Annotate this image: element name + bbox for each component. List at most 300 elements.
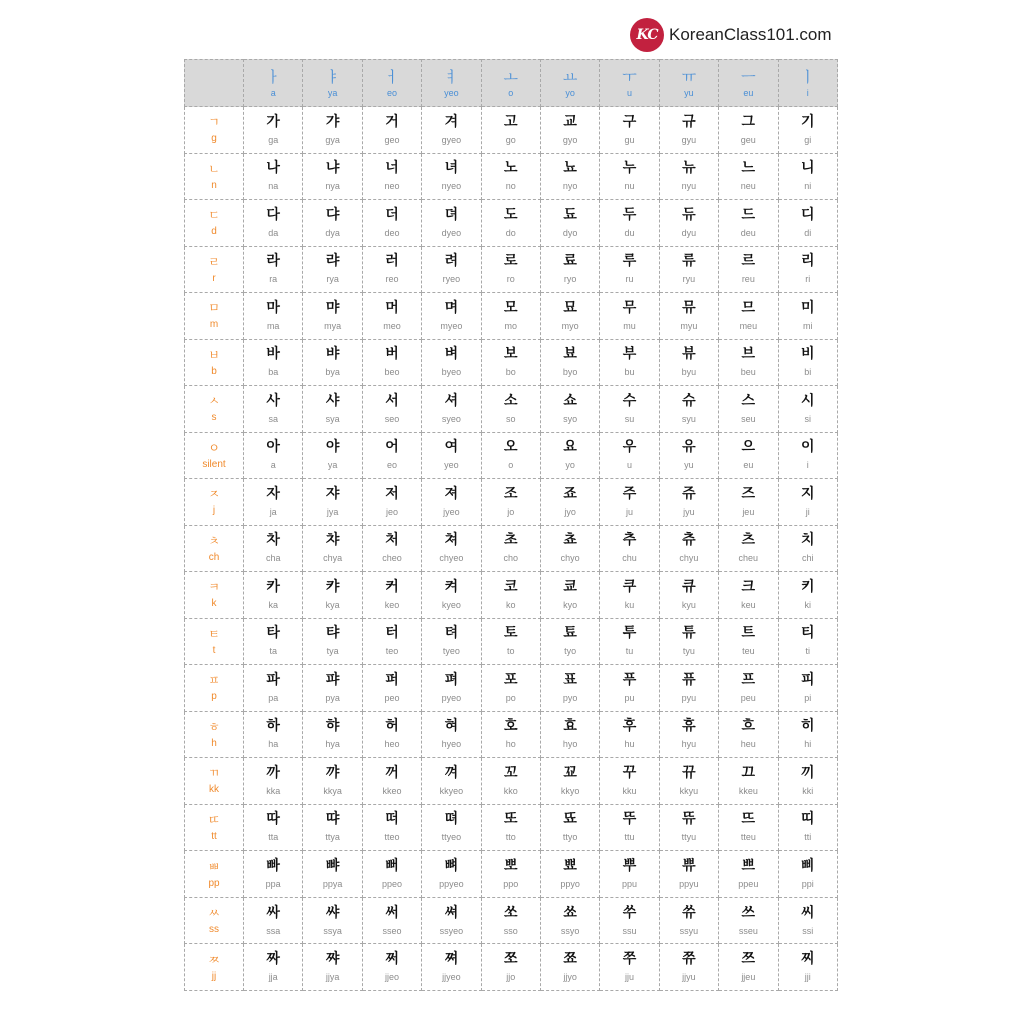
consonant-header-cell [184, 758, 244, 805]
syllable: 자 [266, 485, 280, 502]
syllable-cell [303, 944, 362, 991]
syllable-cell [303, 619, 362, 666]
syllable-cell [541, 107, 600, 154]
syllable-cell [244, 340, 303, 387]
syllable-cell [660, 340, 719, 387]
syllable-cell [779, 758, 838, 805]
syllable: 먀 [325, 299, 340, 316]
syllable-cell [482, 944, 541, 991]
syllable-romanization: jjo [506, 972, 516, 983]
syllable-cell [600, 805, 659, 852]
syllable-cell [422, 340, 481, 387]
syllable: 꾜 [563, 764, 577, 781]
syllable-cell [719, 293, 778, 340]
syllable-romanization: ttyo [562, 832, 578, 843]
syllable-cell [482, 247, 541, 294]
syllable-romanization: deo [384, 227, 400, 238]
syllable: 혀 [444, 718, 459, 735]
consonant-glyph: ㅃ [208, 859, 220, 874]
syllable-romanization: reu [741, 274, 755, 285]
syllable-romanization: chya [323, 553, 343, 564]
header-corner-cell [184, 59, 244, 107]
syllable: 뼈 [444, 858, 459, 874]
syllable-cell [482, 386, 541, 433]
syllable-romanization: kyu [681, 599, 696, 610]
consonant-romanization: d [211, 226, 217, 238]
syllable: 뾰 [563, 858, 577, 874]
syllable: 차 [266, 532, 280, 549]
syllable-cell [719, 247, 778, 294]
syllable-romanization: syeo [441, 413, 461, 424]
syllable: 아 [266, 439, 280, 456]
syllable: 끄 [741, 764, 756, 781]
consonant-glyph: ㄴ [208, 161, 220, 176]
syllable-romanization: hyeo [441, 739, 462, 750]
syllable: 가 [266, 113, 280, 130]
syllable-romanization: jyu [683, 506, 695, 517]
vowel-romanization: yo [565, 87, 575, 98]
syllable: 저 [385, 485, 399, 502]
syllable-cell [719, 665, 778, 712]
vowel-glyph: ㅕ [444, 67, 459, 86]
vowel-romanization: u [627, 87, 633, 98]
syllable-romanization: ku [624, 599, 635, 610]
syllable: 미 [800, 299, 815, 316]
syllable: 사 [266, 392, 280, 409]
syllable-romanization: sya [325, 413, 340, 424]
syllable-romanization: jyeo [443, 506, 460, 517]
syllable-romanization: ttya [325, 832, 340, 843]
syllable-romanization: ssyo [560, 925, 580, 936]
syllable: 프 [741, 671, 756, 688]
syllable-romanization: tyu [682, 646, 695, 657]
syllable-romanization: ni [804, 181, 812, 192]
syllable-romanization: ppyo [560, 879, 580, 889]
syllable: 파 [266, 671, 280, 688]
syllable-romanization: ssu [622, 925, 637, 936]
syllable-cell [363, 386, 422, 433]
syllable-cell [244, 572, 303, 619]
syllable-romanization: nyeo [441, 181, 462, 192]
syllable: 즈 [741, 485, 756, 502]
syllable-romanization: jo [507, 506, 515, 517]
syllable: 쪄 [444, 951, 459, 968]
syllable-romanization: ri [805, 274, 811, 285]
syllable: 뀨 [682, 764, 696, 781]
syllable-romanization: ppyu [679, 879, 699, 889]
syllable-romanization: jeu [742, 506, 755, 517]
syllable-cell [363, 479, 422, 526]
syllable-romanization: dyeo [441, 227, 462, 238]
syllable-cell [363, 293, 422, 340]
syllable-cell [660, 805, 719, 852]
syllable-cell [779, 572, 838, 619]
consonant-romanization: n [211, 179, 217, 191]
syllable: 소 [503, 392, 518, 409]
syllable: 토 [503, 625, 518, 642]
syllable-cell [303, 665, 362, 712]
syllable-romanization: jjeo [384, 972, 399, 983]
consonant-glyph: ㅊ [208, 533, 220, 548]
syllable: 다 [266, 206, 280, 223]
syllable: 겨 [444, 113, 459, 130]
syllable-romanization: gi [804, 134, 812, 145]
syllable-romanization: ko [506, 599, 516, 610]
syllable: 져 [444, 485, 459, 502]
syllable: 슈 [682, 392, 696, 409]
syllable-cell [660, 479, 719, 526]
syllable-cell [541, 619, 600, 666]
syllable-romanization: pi [804, 692, 812, 703]
consonant-romanization: m [209, 319, 219, 331]
syllable-cell [482, 340, 541, 387]
vowel-glyph: ㅠ [681, 67, 697, 86]
syllable-cell [303, 805, 362, 852]
syllable-romanization: chyeo [439, 553, 464, 564]
syllable: 으 [741, 439, 756, 456]
syllable-cell [422, 526, 481, 573]
syllable: 드 [741, 206, 756, 223]
syllable-romanization: na [268, 181, 279, 192]
syllable-romanization: ryo [563, 274, 577, 285]
syllable-cell [363, 200, 422, 247]
syllable: 구 [622, 113, 637, 130]
syllable-cell [541, 479, 600, 526]
syllable: 또 [503, 811, 518, 828]
syllable: 쓔 [682, 904, 696, 921]
syllable-cell [422, 386, 481, 433]
logo-badge-icon: KC [630, 18, 664, 52]
syllable-romanization: sseu [738, 925, 758, 936]
syllable-cell [422, 247, 481, 294]
syllable-cell [303, 479, 362, 526]
syllable-cell [482, 479, 541, 526]
syllable: 삐 [800, 858, 815, 874]
syllable-cell [482, 107, 541, 154]
syllable-cell [779, 433, 838, 480]
syllable-romanization: syo [563, 413, 578, 424]
syllable-romanization: bi [804, 367, 812, 378]
syllable: 쁘 [741, 858, 756, 874]
syllable-romanization: kkya [323, 785, 342, 796]
syllable: 벼 [444, 346, 459, 363]
syllable-cell [600, 247, 659, 294]
syllable: 뇨 [563, 160, 577, 177]
syllable-romanization: nyo [562, 181, 578, 192]
syllable-cell [303, 247, 362, 294]
syllable-romanization: ppeu [738, 879, 759, 889]
syllable-cell [719, 154, 778, 201]
syllable: 띠 [800, 811, 815, 828]
syllable-cell [660, 665, 719, 712]
syllable: 누 [622, 160, 637, 177]
syllable: 투 [622, 625, 637, 642]
syllable-cell [482, 712, 541, 759]
syllable-romanization: tteo [384, 832, 400, 843]
syllable: 뜨 [741, 811, 756, 828]
syllable-cell [541, 665, 600, 712]
syllable-cell [244, 944, 303, 991]
syllable-romanization: pya [325, 692, 340, 703]
vowel-romanization: yeo [444, 87, 459, 98]
consonant-romanization: tt [211, 830, 217, 842]
syllable: 뻐 [385, 858, 399, 874]
syllable-romanization: ji [805, 506, 810, 517]
syllable-romanization: ssa [266, 925, 281, 936]
syllable-romanization: teo [385, 646, 399, 657]
syllable-romanization: ka [268, 599, 278, 610]
syllable-cell [719, 619, 778, 666]
syllable-romanization: o [508, 460, 514, 471]
vowel-glyph: ㅏ [265, 67, 281, 86]
syllable-romanization: kya [325, 599, 340, 610]
consonant-glyph: ㅍ [208, 673, 220, 688]
consonant-romanization: r [212, 272, 216, 284]
syllable: 도 [503, 206, 518, 223]
syllable: 히 [800, 718, 815, 735]
syllable-romanization: rya [326, 274, 339, 285]
syllable: 죠 [563, 485, 577, 502]
syllable-cell [600, 851, 659, 898]
syllable: 처 [385, 532, 399, 549]
syllable-cell [422, 851, 481, 898]
syllable-romanization: nya [325, 181, 340, 192]
syllable-romanization: heo [384, 739, 400, 750]
vowel-header-cell [600, 59, 659, 107]
consonant-glyph: ㄸ [208, 812, 220, 827]
syllable: 챠 [325, 532, 340, 549]
syllable-romanization: dya [325, 227, 340, 238]
syllable: 뗘 [444, 811, 459, 828]
syllable-cell [600, 619, 659, 666]
syllable: 뉴 [682, 160, 696, 177]
syllable-romanization: eu [743, 460, 754, 471]
syllable-cell [482, 293, 541, 340]
site-logo [630, 17, 832, 53]
syllable-romanization: eo [386, 460, 397, 471]
syllable-romanization: ssya [323, 925, 342, 936]
syllable: 쎠 [444, 904, 459, 921]
syllable-romanization: teu [742, 646, 755, 657]
syllable-cell [541, 154, 600, 201]
syllable-romanization: ppu [622, 879, 638, 889]
syllable-romanization: byeo [441, 367, 462, 378]
syllable: 쵸 [563, 532, 577, 549]
syllable: 나 [266, 160, 280, 177]
syllable-romanization: tyeo [442, 646, 460, 657]
syllable: 쬬 [563, 951, 577, 968]
syllable-cell [719, 944, 778, 991]
syllable-cell [660, 572, 719, 619]
vowel-header-cell [422, 59, 481, 107]
syllable-romanization: pu [624, 692, 635, 703]
syllable-romanization: myu [680, 320, 698, 331]
syllable-romanization: ppi [801, 879, 814, 889]
consonant-romanization: p [211, 691, 217, 703]
syllable-romanization: ssi [802, 925, 814, 936]
syllable-cell [363, 107, 422, 154]
syllable-romanization: seu [741, 413, 756, 424]
syllable-cell [541, 200, 600, 247]
syllable-cell [660, 944, 719, 991]
syllable-romanization: ru [625, 274, 634, 285]
consonant-glyph: ㅇ [208, 440, 220, 455]
syllable-cell [303, 200, 362, 247]
syllable-cell [244, 712, 303, 759]
syllable: 브 [741, 346, 756, 363]
syllable: 하 [266, 718, 280, 735]
syllable-cell [600, 479, 659, 526]
syllable-cell [660, 526, 719, 573]
vowel-glyph: ㅛ [562, 67, 578, 86]
syllable-romanization: cho [503, 553, 519, 564]
syllable-cell [779, 340, 838, 387]
syllable: 커 [385, 578, 399, 595]
syllable-cell [422, 944, 481, 991]
consonant-header-cell [184, 805, 244, 852]
consonant-header-cell [184, 619, 244, 666]
syllable-cell [600, 107, 659, 154]
syllable-cell [541, 712, 600, 759]
consonant-glyph: ㄹ [208, 254, 220, 269]
syllable: 이 [800, 439, 815, 456]
vowel-header-cell [363, 59, 422, 107]
syllable: 땨 [325, 811, 340, 828]
syllable-cell [363, 944, 422, 991]
syllable-romanization: hyu [681, 739, 697, 750]
syllable: 햐 [325, 718, 340, 735]
syllable-cell [779, 293, 838, 340]
syllable-romanization: u [627, 460, 633, 471]
vowel-header-cell [244, 59, 303, 107]
syllable: 싸 [266, 904, 280, 921]
syllable-cell [303, 433, 362, 480]
syllable: 까 [266, 764, 280, 781]
syllable-romanization: hu [624, 739, 635, 750]
hangul-chart [184, 59, 838, 991]
syllable-romanization: gyu [681, 134, 697, 145]
syllable-romanization: heu [740, 739, 756, 750]
syllable-cell [363, 340, 422, 387]
syllable-romanization: beu [740, 367, 756, 378]
syllable-romanization: gyeo [441, 134, 462, 145]
syllable-romanization: ppyeo [439, 879, 464, 889]
consonant-header-cell [184, 154, 244, 201]
syllable-romanization: bu [624, 367, 635, 378]
consonant-glyph: ㅉ [208, 952, 220, 967]
syllable-cell [422, 479, 481, 526]
consonant-header-cell [184, 386, 244, 433]
syllable-romanization: kyeo [441, 599, 461, 610]
syllable: 써 [385, 904, 399, 921]
vowel-glyph: ㅣ [800, 67, 815, 86]
consonant-glyph: ㅆ [208, 906, 220, 921]
syllable: 츠 [741, 532, 756, 549]
syllable: 스 [741, 392, 756, 409]
syllable-romanization: jyo [564, 506, 576, 517]
syllable-cell [422, 433, 481, 480]
syllable: 쑈 [563, 904, 577, 921]
syllable: 냐 [325, 160, 340, 177]
syllable-cell [422, 898, 481, 945]
syllable-cell [482, 572, 541, 619]
syllable-cell [244, 805, 303, 852]
syllable: 펴 [444, 671, 459, 688]
syllable-cell [303, 712, 362, 759]
vowel-header-cell [719, 59, 778, 107]
syllable-romanization: kki [802, 785, 814, 796]
syllable-cell [719, 200, 778, 247]
syllable: 여 [444, 439, 459, 456]
syllable-romanization: pyu [681, 692, 697, 703]
syllable-cell [482, 898, 541, 945]
syllable-cell [660, 619, 719, 666]
consonant-header-cell [184, 944, 244, 991]
syllable-romanization: ki [804, 599, 811, 610]
syllable: 샤 [325, 392, 340, 409]
consonant-romanization: ss [209, 924, 219, 936]
syllable: 씨 [800, 904, 815, 921]
syllable-romanization: ssyu [679, 925, 699, 936]
syllable: 뵤 [563, 346, 577, 363]
syllable-cell [719, 572, 778, 619]
syllable: 뜌 [682, 811, 696, 828]
syllable: 오 [503, 439, 518, 456]
syllable-romanization: tya [326, 646, 339, 657]
syllable-cell [363, 805, 422, 852]
syllable-romanization: jeo [385, 506, 398, 517]
syllable-cell [244, 851, 303, 898]
syllable-cell [541, 247, 600, 294]
vowel-glyph: ㅡ [741, 67, 756, 86]
syllable-cell [660, 898, 719, 945]
syllable-romanization: ppa [265, 879, 281, 889]
consonant-glyph: ㄷ [208, 208, 220, 223]
consonant-glyph: ㅈ [208, 487, 220, 502]
syllable-cell [600, 526, 659, 573]
syllable: 캬 [325, 578, 340, 595]
logo-text: KoreanClass101.com [669, 25, 832, 44]
syllable-romanization: kka [266, 785, 281, 796]
syllable-romanization: mo [504, 320, 518, 331]
syllable-romanization: kko [503, 785, 518, 796]
syllable-romanization: cha [265, 553, 281, 564]
syllable-cell [244, 898, 303, 945]
syllable-romanization: meu [739, 320, 758, 331]
syllable: 쿄 [563, 578, 577, 595]
syllable-cell [244, 247, 303, 294]
syllable-cell [779, 154, 838, 201]
syllable-cell [244, 200, 303, 247]
syllable-cell [660, 247, 719, 294]
syllable: 쇼 [563, 392, 577, 409]
syllable-cell [303, 572, 362, 619]
vowel-romanization: eo [386, 87, 397, 98]
syllable-romanization: ttu [624, 832, 635, 843]
syllable: 빠 [266, 858, 280, 874]
syllable: 셔 [444, 392, 459, 409]
consonant-glyph: ㅋ [208, 580, 220, 595]
consonant-header-cell [184, 293, 244, 340]
syllable-romanization: hi [804, 739, 812, 750]
syllable-romanization: beo [384, 367, 400, 378]
syllable-cell [482, 154, 541, 201]
syllable-romanization: pyeo [441, 692, 462, 703]
vowel-header-cell [541, 59, 600, 107]
syllable-romanization: tti [804, 832, 812, 843]
syllable-cell [244, 433, 303, 480]
syllable: 흐 [741, 718, 756, 735]
